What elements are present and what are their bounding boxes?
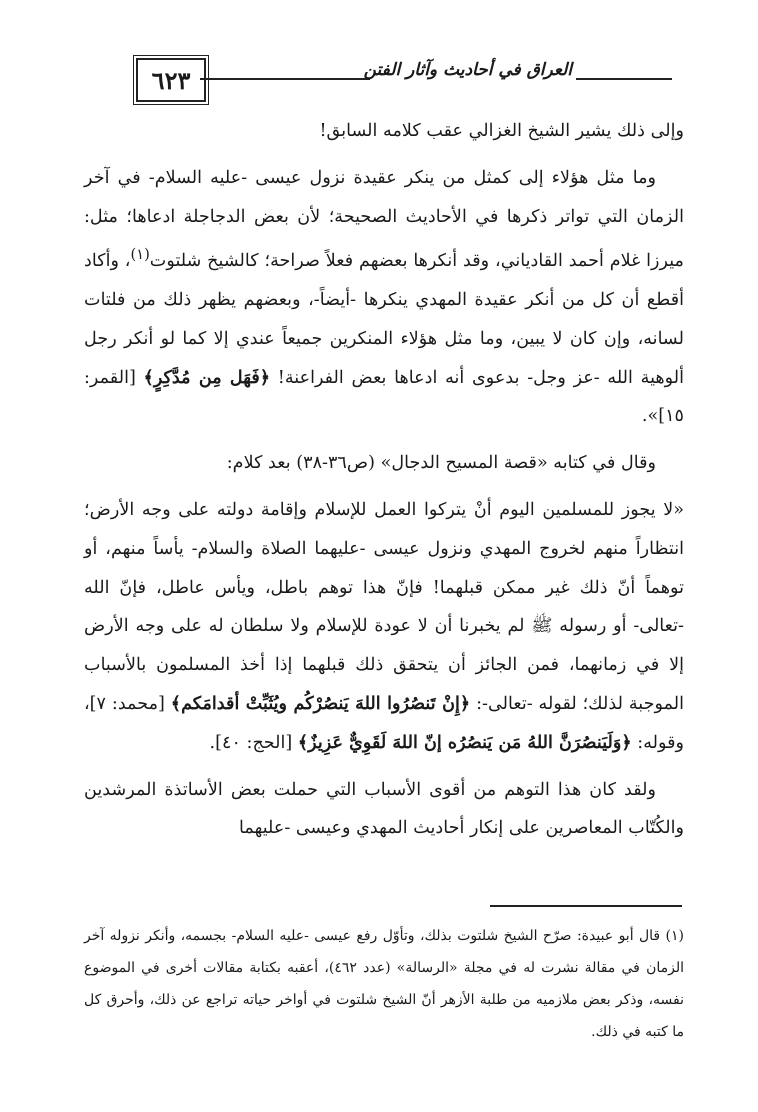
- quran-verse: ﴿وَلَيَنصُرَنَّ اللهُ مَن يَنصُرُه إنّ اللهَ لَقَوِيٌّ عَزِيزٌ﴾: [297, 731, 632, 753]
- verse-reference: [القمر: ١٥]».: [84, 367, 684, 427]
- paragraph-3: وقال في كتابه «قصة المسيح الدجال» (ص٣٦-٣٨) بعد كلام:: [226, 453, 656, 474]
- paragraph-2-text: وما مثل هؤلاء إلى كمثل من ينكر عقيدة نزول عيسى -عليه السلام- في آخر الزمان التي تواتر ذكرها في الأحاديث الصحيحة؛ لأن بعض الدجاجلة ادعاها؛ مثل: ميرزا غلام أحمد القادياني، وقد أنكرها بعضهم فعلاً صراحة؛ كالشيخ شلتوت: [84, 167, 684, 272]
- paragraph-2: [84, 159, 684, 436]
- page-number-box: [136, 58, 206, 102]
- main-text: [84, 112, 684, 848]
- footnote-divider: [490, 905, 682, 907]
- footnote-marker: (١): [130, 246, 150, 264]
- footnote-text: (١) قال أبو عبيدة: صرّح الشيخ شلتوت بذلك، وتأوّل رفع عيسى -عليه السلام- بجسمه، وأنكر نزوله آخر الزمان في مقالة نشرت له في مجلة «الرسالة» (عدد ٤٦٢)، أعقبه بكتابة مقالات أخرى في الموضوع نفسه، وذكر بعض ملازميه من طلبة الأزهر أنّ الشيخ شلتوت في أواخر حياته تراجع عن ذلك، وأحرق كل ما كتبه في ذلك.: [84, 928, 685, 1040]
- running-title: العراق في أحاديث وآثار الفتن: [363, 60, 572, 80]
- paragraph-4-text: «لا يجوز للمسلمين اليوم أنْ يتركوا العمل للإسلام وإقامة دولته على وجه الأرض؛ انتظاراً منهم لخروج المهدي ونزول عيسى -عليهما الصلاة والسلام- يأساً منهم، أو توهماً أنّ ذلك غير ممكن قبلهما! فإنّ هذا توهم باطل، ويأس عاطل، فإنّ الله -تعالى- أو رسوله ﷺ لم يخبرنا أن لا عودة للإسلام ولا سلطان له على وجه الأرض إلا في زمانهما، فمن الجائز أن يتحقق ذلك قبلهما إذا أخذ المسلمون بالأسباب الموجبة لذلك؛ لقوله -تعالى-:: [84, 500, 684, 715]
- quran-verse: ﴿إِنْ تَنصُرُوا اللهَ يَنصُرْكُم ويُثَبِّتْ أقدامَكم﴾: [170, 693, 471, 715]
- quran-verse: ﴿فَهَل مِن مُدَّكِرٍ﴾: [143, 366, 271, 388]
- header-rule-left: [200, 78, 370, 80]
- paragraph-2-continued: ، وأكاد أقطع أن كل من أنكر عقيدة المهدي ينكرها -أيضاً-، وبعضهم يظهر ذلك من فلتات لسانه، وإن كان لا يبين، وما مثل هؤلاء المنكرين جميعاً عندي إلا كما لو أنكر رجل ألوهية الله -عز وجل- بدعوى أنه ادعاها بعض الفراعنة!: [84, 251, 684, 388]
- verse-reference: [الحج: ٤٠].: [209, 732, 298, 753]
- footnote: [84, 920, 684, 1048]
- page-number: ٦٢٣: [151, 65, 191, 95]
- verse-reference: [محمد: ٧]، وقوله:: [84, 694, 684, 753]
- paragraph-1: وإلى ذلك يشير الشيخ الغزالي عقب كلامه السابق!: [319, 121, 684, 141]
- page-header: [88, 52, 672, 108]
- paragraph-5: ولقد كان هذا التوهم من أقوى الأسباب التي حملت بعض الأساتذة المرشدين والكُتّاب المعاصرين على إنكار أحاديث المهدي وعيسى -عليهما: [84, 779, 684, 839]
- header-rule-right: [576, 78, 672, 80]
- paragraph-4: [84, 491, 684, 763]
